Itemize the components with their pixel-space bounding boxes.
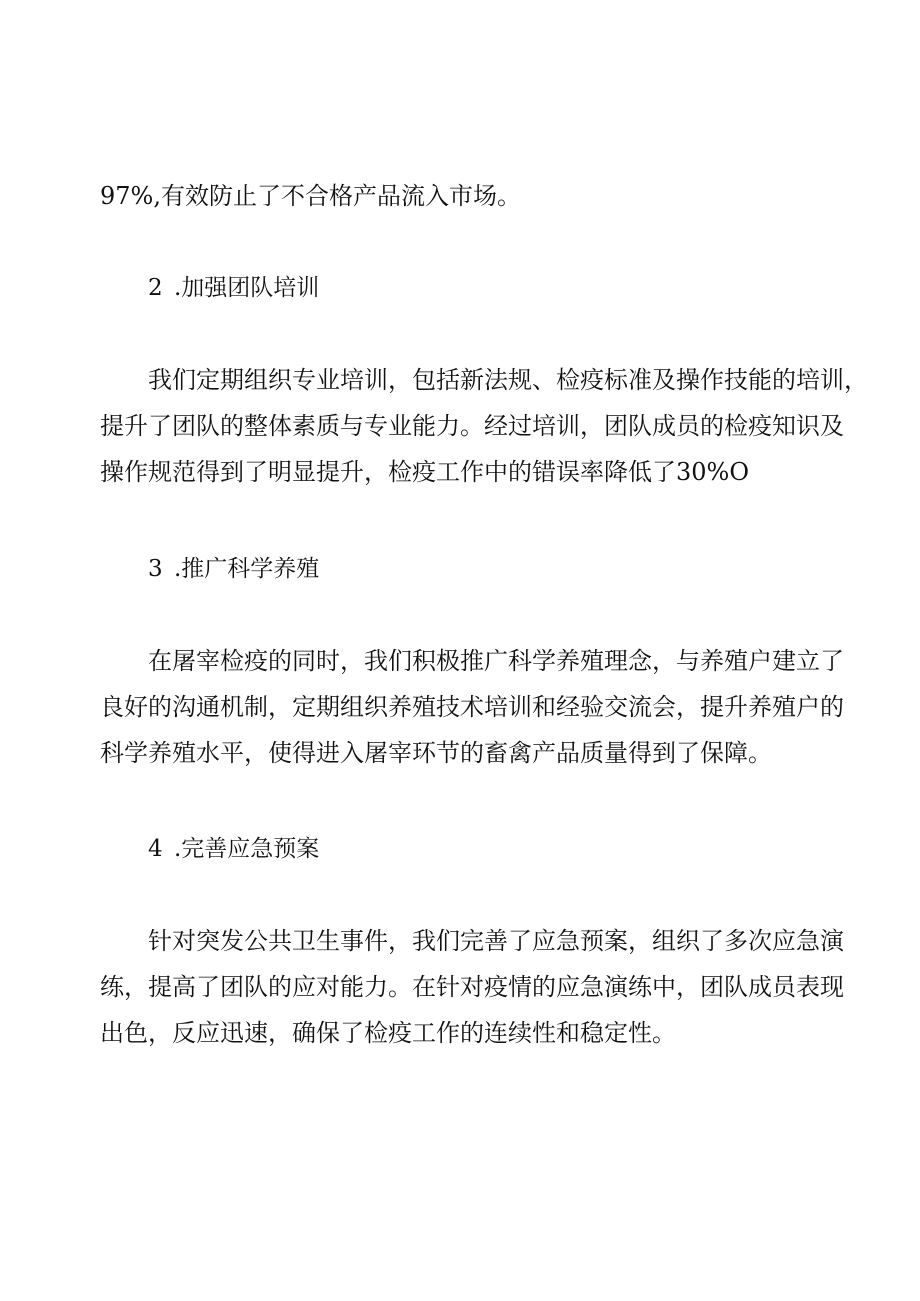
- paragraph-line: 我们定期组织专业培训，包括新法规、检疫标准及操作技能的培训，: [148, 366, 868, 394]
- section-heading-3: [148, 551, 319, 587]
- paragraph-line: 97%,有效防止了不合格产品流入市场。: [100, 182, 521, 210]
- paragraph-line: 科学养殖水平，使得进入屠宰环节的畜禽产品质量得到了保障。: [100, 739, 772, 767]
- section-number: 4: [148, 836, 163, 862]
- paragraph-line: 提升了团队的整体素质与专业能力。经过培训，团队成员的检疫知识及: [100, 412, 844, 440]
- paragraph-line: 出色，反应迅速，确保了检疫工作的连续性和稳定性。: [100, 1019, 676, 1047]
- section-title: .推广科学养殖: [174, 556, 320, 582]
- paragraph-line: 练，提高了团队的应对能力。在针对疫情的应急演练中，团队成员表现: [100, 973, 844, 1001]
- section-number: 3: [148, 556, 163, 582]
- paragraph-line: 在屠宰检疫的同时，我们积极推广科学养殖理念，与养殖户建立了: [148, 647, 844, 675]
- paragraph-line: 操作规范得到了明显提升，检疫工作中的错误率降低了30%O: [100, 458, 750, 486]
- section-title: .完善应急预案: [174, 836, 320, 862]
- section-number: 2: [148, 275, 163, 301]
- section-heading-4: [148, 831, 319, 867]
- paragraph-line: 针对突发公共卫生事件，我们完善了应急预案，组织了多次应急演: [148, 927, 844, 955]
- section-title: .加强团队培训: [174, 275, 320, 301]
- paragraph-line: 良好的沟通机制，定期组织养殖技术培训和经验交流会，提升养殖户的: [100, 693, 844, 721]
- section-heading-2: [148, 270, 319, 306]
